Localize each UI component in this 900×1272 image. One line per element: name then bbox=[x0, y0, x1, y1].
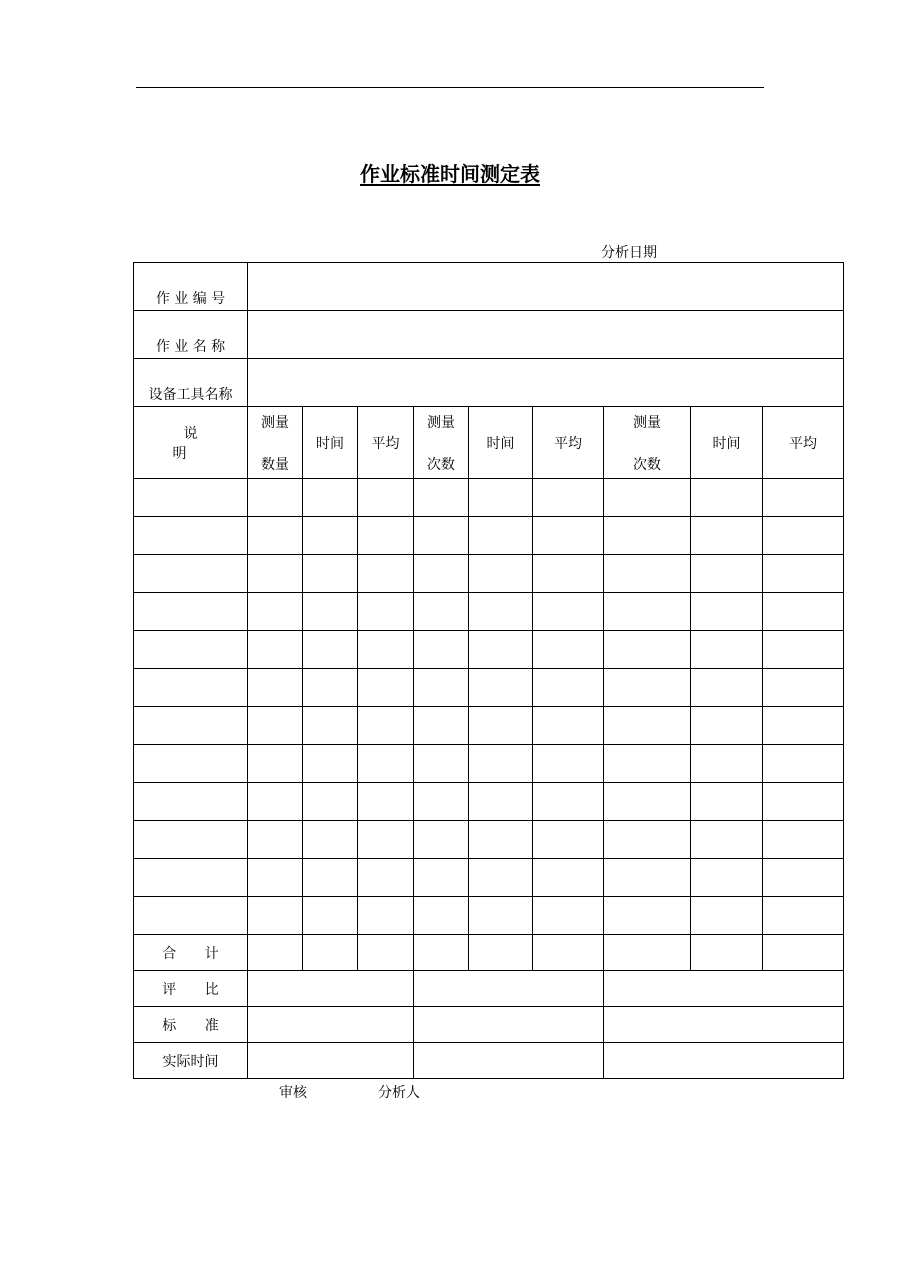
table-cell[interactable] bbox=[248, 517, 303, 555]
table-cell[interactable] bbox=[303, 783, 358, 821]
table-row bbox=[134, 669, 844, 707]
table-cell[interactable] bbox=[248, 935, 303, 971]
table-cell[interactable] bbox=[469, 517, 533, 555]
table-cell[interactable] bbox=[248, 859, 303, 897]
equipment-name-field[interactable] bbox=[248, 359, 844, 407]
table-cell[interactable] bbox=[533, 555, 604, 593]
table-cell[interactable] bbox=[469, 593, 533, 631]
job-number-row bbox=[134, 263, 844, 311]
table-cell[interactable] bbox=[691, 479, 763, 517]
standard-row bbox=[134, 1007, 844, 1043]
table-cell[interactable] bbox=[414, 517, 469, 555]
g1-count-header: 测量 数量 bbox=[248, 407, 303, 479]
table-cell[interactable] bbox=[134, 897, 248, 935]
table-cell[interactable] bbox=[248, 593, 303, 631]
rating-label: 评 比 bbox=[134, 971, 248, 1007]
standard-cell-3[interactable] bbox=[604, 1007, 844, 1043]
g1-avg-header: 平均 bbox=[358, 407, 414, 479]
job-name-field[interactable] bbox=[248, 311, 844, 359]
standard-label: 标 准 bbox=[134, 1007, 248, 1043]
equipment-name-row bbox=[134, 359, 844, 407]
table-cell[interactable] bbox=[533, 479, 604, 517]
table-cell[interactable] bbox=[414, 669, 469, 707]
table-cell[interactable] bbox=[604, 555, 691, 593]
table-cell[interactable] bbox=[248, 783, 303, 821]
table-row bbox=[134, 745, 844, 783]
table-cell[interactable] bbox=[604, 897, 691, 935]
job-name-label: 作 业 名 称 bbox=[134, 311, 248, 359]
table-cell[interactable] bbox=[414, 707, 469, 745]
table-cell[interactable] bbox=[358, 897, 414, 935]
review-label: 审核 bbox=[279, 1085, 307, 1101]
job-number-label: 作 业 编 号 bbox=[134, 263, 248, 311]
table-row bbox=[134, 631, 844, 669]
table-row bbox=[134, 479, 844, 517]
total-row bbox=[134, 935, 844, 971]
table-cell[interactable] bbox=[414, 745, 469, 783]
table-cell[interactable] bbox=[358, 479, 414, 517]
rating-cell-2[interactable] bbox=[414, 971, 604, 1007]
table-cell[interactable] bbox=[604, 593, 691, 631]
table-cell[interactable] bbox=[469, 897, 533, 935]
table-cell[interactable] bbox=[469, 935, 533, 971]
g3-time-header: 时间 bbox=[691, 407, 763, 479]
equipment-name-label: 设备工具名称 bbox=[134, 359, 248, 407]
table-cell[interactable] bbox=[604, 517, 691, 555]
table-cell[interactable] bbox=[604, 707, 691, 745]
actual-time-cell-1[interactable] bbox=[248, 1043, 414, 1079]
rating-cell-1[interactable] bbox=[248, 971, 414, 1007]
table-cell[interactable] bbox=[414, 631, 469, 669]
standard-cell-2[interactable] bbox=[414, 1007, 604, 1043]
table-cell[interactable] bbox=[469, 555, 533, 593]
table-cell[interactable] bbox=[134, 745, 248, 783]
table-cell[interactable] bbox=[358, 555, 414, 593]
table-cell[interactable] bbox=[303, 859, 358, 897]
analyst-label: 分析人 bbox=[378, 1085, 420, 1101]
table-cell[interactable] bbox=[691, 859, 763, 897]
table-cell[interactable] bbox=[414, 821, 469, 859]
table-cell[interactable] bbox=[303, 555, 358, 593]
table-cell[interactable] bbox=[358, 669, 414, 707]
table-cell[interactable] bbox=[604, 631, 691, 669]
g2-time-header: 时间 bbox=[469, 407, 533, 479]
table-cell[interactable] bbox=[763, 821, 844, 859]
g3-count-header: 测量 次数 bbox=[604, 407, 691, 479]
table-cell[interactable] bbox=[414, 859, 469, 897]
table-row bbox=[134, 707, 844, 745]
table-cell[interactable] bbox=[469, 859, 533, 897]
table-cell[interactable] bbox=[303, 517, 358, 555]
table-cell[interactable] bbox=[414, 555, 469, 593]
table-cell[interactable] bbox=[533, 783, 604, 821]
table-cell[interactable] bbox=[691, 669, 763, 707]
table-cell[interactable] bbox=[358, 821, 414, 859]
table-cell[interactable] bbox=[358, 517, 414, 555]
page-title: 作业标准时间测定表 bbox=[360, 162, 540, 186]
time-measurement-table bbox=[133, 262, 844, 1079]
table-cell[interactable] bbox=[134, 593, 248, 631]
table-cell[interactable] bbox=[763, 479, 844, 517]
table-cell[interactable] bbox=[303, 631, 358, 669]
table-cell[interactable] bbox=[533, 935, 604, 971]
job-name-row bbox=[134, 311, 844, 359]
table-cell[interactable] bbox=[763, 593, 844, 631]
table-cell[interactable] bbox=[469, 631, 533, 669]
table-row bbox=[134, 821, 844, 859]
table-cell[interactable] bbox=[303, 479, 358, 517]
table-cell[interactable] bbox=[303, 897, 358, 935]
top-rule bbox=[136, 87, 764, 88]
table-cell[interactable] bbox=[248, 745, 303, 783]
table-cell[interactable] bbox=[763, 517, 844, 555]
table-cell[interactable] bbox=[763, 897, 844, 935]
table-cell[interactable] bbox=[358, 783, 414, 821]
table-cell[interactable] bbox=[248, 897, 303, 935]
table-cell[interactable] bbox=[604, 745, 691, 783]
table-cell[interactable] bbox=[604, 669, 691, 707]
table-cell[interactable] bbox=[358, 935, 414, 971]
table-cell[interactable] bbox=[134, 821, 248, 859]
rating-cell-3[interactable] bbox=[604, 971, 844, 1007]
table-cell[interactable] bbox=[691, 745, 763, 783]
table-row bbox=[134, 593, 844, 631]
table-cell[interactable] bbox=[604, 783, 691, 821]
description-header: 说 明 bbox=[134, 407, 248, 479]
total-label: 合 计 bbox=[134, 935, 248, 971]
table-cell[interactable] bbox=[691, 821, 763, 859]
table-cell[interactable] bbox=[248, 669, 303, 707]
g1-time-header: 时间 bbox=[303, 407, 358, 479]
table-cell[interactable] bbox=[533, 593, 604, 631]
table-cell[interactable] bbox=[691, 517, 763, 555]
table-cell[interactable] bbox=[533, 745, 604, 783]
g2-avg-header: 平均 bbox=[533, 407, 604, 479]
table-cell[interactable] bbox=[134, 479, 248, 517]
table-cell[interactable] bbox=[604, 859, 691, 897]
table-cell[interactable] bbox=[763, 631, 844, 669]
table-cell[interactable] bbox=[533, 517, 604, 555]
rating-row bbox=[134, 971, 844, 1007]
table-cell[interactable] bbox=[134, 707, 248, 745]
g3-avg-header: 平均 bbox=[763, 407, 844, 479]
table-cell[interactable] bbox=[604, 479, 691, 517]
table-cell[interactable] bbox=[414, 783, 469, 821]
table-cell[interactable] bbox=[358, 631, 414, 669]
table-cell[interactable] bbox=[691, 707, 763, 745]
table-cell[interactable] bbox=[691, 935, 763, 971]
table-cell[interactable] bbox=[691, 555, 763, 593]
table-cell[interactable] bbox=[134, 517, 248, 555]
table-cell[interactable] bbox=[533, 859, 604, 897]
table-cell[interactable] bbox=[533, 707, 604, 745]
table-cell[interactable] bbox=[469, 745, 533, 783]
table-cell[interactable] bbox=[533, 821, 604, 859]
actual-time-cell-2[interactable] bbox=[414, 1043, 604, 1079]
table-cell[interactable] bbox=[303, 707, 358, 745]
table-cell[interactable] bbox=[604, 821, 691, 859]
table-cell[interactable] bbox=[469, 783, 533, 821]
table-cell[interactable] bbox=[134, 555, 248, 593]
table-row bbox=[134, 897, 844, 935]
table-cell[interactable] bbox=[358, 859, 414, 897]
table-cell[interactable] bbox=[414, 935, 469, 971]
table-cell[interactable] bbox=[303, 745, 358, 783]
table-cell[interactable] bbox=[303, 821, 358, 859]
table-cell[interactable] bbox=[469, 707, 533, 745]
table-cell[interactable] bbox=[303, 669, 358, 707]
table-row bbox=[134, 517, 844, 555]
table-row bbox=[134, 555, 844, 593]
standard-cell-1[interactable] bbox=[248, 1007, 414, 1043]
table-cell[interactable] bbox=[604, 935, 691, 971]
table-cell[interactable] bbox=[248, 479, 303, 517]
table-cell[interactable] bbox=[248, 707, 303, 745]
table-cell[interactable] bbox=[358, 745, 414, 783]
table-cell[interactable] bbox=[469, 479, 533, 517]
actual-time-row bbox=[134, 1043, 844, 1079]
table-cell[interactable] bbox=[248, 631, 303, 669]
g2-count-header: 测量 次数 bbox=[414, 407, 469, 479]
analysis-date-label: 分析日期 bbox=[601, 245, 657, 261]
table-cell[interactable] bbox=[303, 593, 358, 631]
table-cell[interactable] bbox=[303, 935, 358, 971]
table-cell[interactable] bbox=[134, 631, 248, 669]
table-cell[interactable] bbox=[763, 935, 844, 971]
table-cell[interactable] bbox=[134, 859, 248, 897]
table-cell[interactable] bbox=[414, 479, 469, 517]
table-cell[interactable] bbox=[414, 897, 469, 935]
table-cell[interactable] bbox=[469, 669, 533, 707]
table-cell[interactable] bbox=[691, 631, 763, 669]
table-cell[interactable] bbox=[763, 859, 844, 897]
actual-time-cell-3[interactable] bbox=[604, 1043, 844, 1079]
table-cell[interactable] bbox=[414, 593, 469, 631]
table-cell[interactable] bbox=[358, 707, 414, 745]
actual-time-label: 实际时间 bbox=[134, 1043, 248, 1079]
table-cell[interactable] bbox=[134, 783, 248, 821]
table-cell[interactable] bbox=[134, 669, 248, 707]
table-cell[interactable] bbox=[533, 631, 604, 669]
column-header-row bbox=[134, 407, 844, 479]
table-cell[interactable] bbox=[691, 897, 763, 935]
table-cell[interactable] bbox=[691, 783, 763, 821]
table-cell[interactable] bbox=[533, 669, 604, 707]
table-cell[interactable] bbox=[469, 821, 533, 859]
table-cell[interactable] bbox=[763, 783, 844, 821]
table-cell[interactable] bbox=[763, 707, 844, 745]
table-row bbox=[134, 859, 844, 897]
job-number-field[interactable] bbox=[248, 263, 844, 311]
table-cell[interactable] bbox=[248, 821, 303, 859]
table-cell[interactable] bbox=[358, 593, 414, 631]
table-cell[interactable] bbox=[248, 555, 303, 593]
table-row bbox=[134, 783, 844, 821]
table-cell[interactable] bbox=[763, 669, 844, 707]
table-cell[interactable] bbox=[763, 555, 844, 593]
table-cell[interactable] bbox=[533, 897, 604, 935]
table-cell[interactable] bbox=[691, 593, 763, 631]
table-cell[interactable] bbox=[763, 745, 844, 783]
